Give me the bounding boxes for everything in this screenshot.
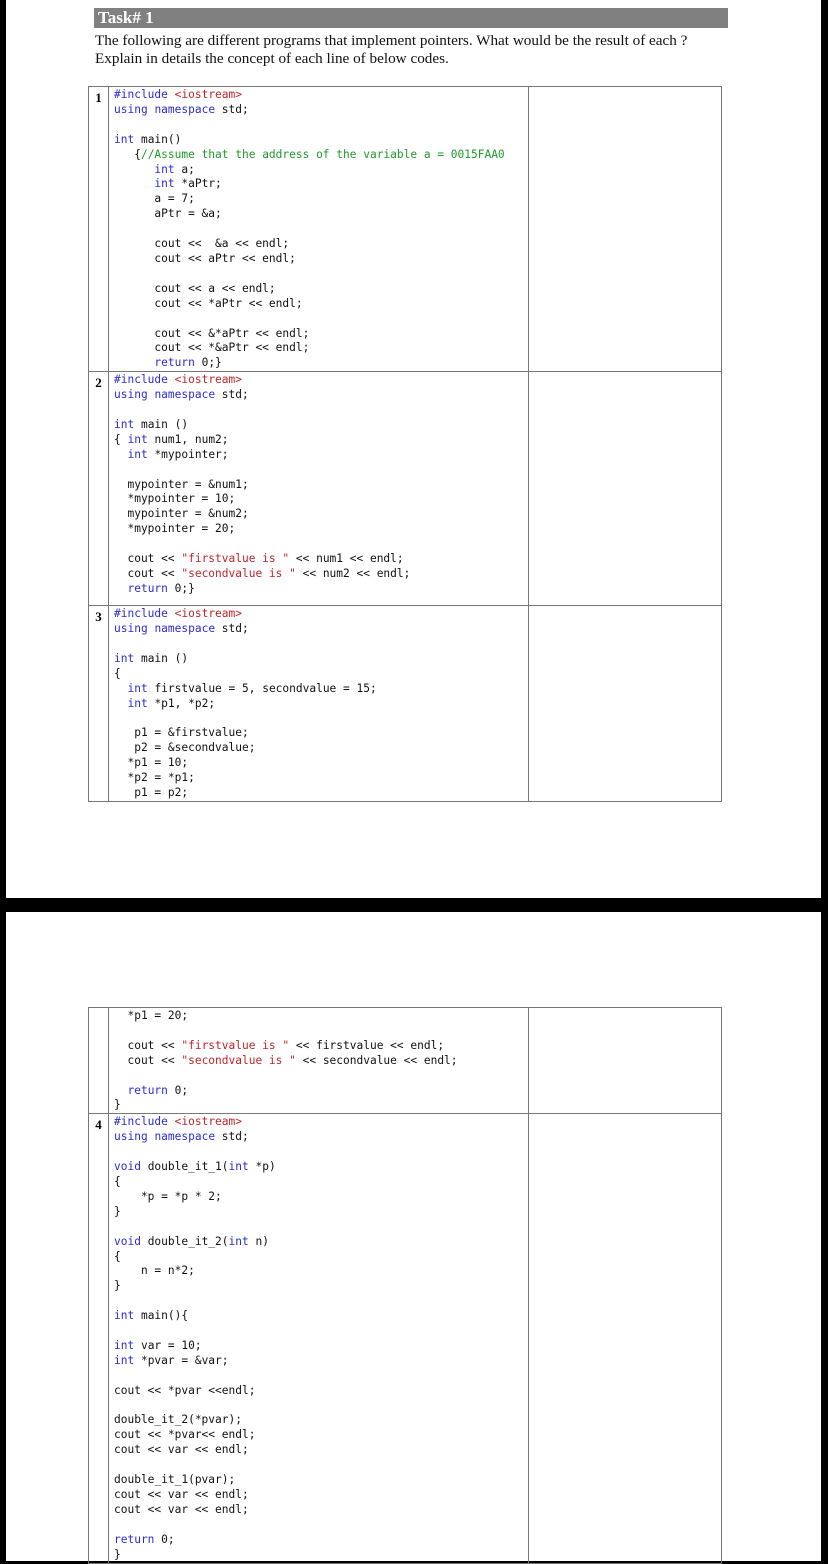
code-cell <box>109 606 529 802</box>
code-block: #include <iostream> using namespace std; void double_it_1(int *p) { *p = *p * 2; } void double_it_2(int n) { n = n*2; } int main(){ int var = 10; int *pvar = &var; cout << *pvar <<endl; double_it_2(*pvar); cout << *pvar<< endl; cout << var << endl; double_it_1(pvar); cout << var << endl; cout << var << endl; return 0; } <box>114 1115 276 1561</box>
code-block: *p1 = 20; cout << "firstvalue is " << firstvalue << endl; cout << "secondvalue is " << secondvalue << endl; return 0; } <box>114 1009 458 1112</box>
code-cell <box>109 1008 529 1114</box>
row-number: 3 <box>89 606 109 802</box>
code-cell <box>109 87 529 372</box>
code-cell <box>109 372 529 606</box>
answer-cell <box>529 372 722 606</box>
table-row <box>89 606 722 802</box>
code-table-page-1 <box>88 86 722 802</box>
task-intro: The following are different programs that implement pointers. What would be the result of each ? Explain in details the concept of each line of below codes. <box>95 32 688 67</box>
answer-cell <box>529 1114 722 1563</box>
row-number-empty <box>89 1008 109 1114</box>
answer-cell <box>529 87 722 372</box>
table-row <box>89 1114 722 1563</box>
answer-cell <box>529 1008 722 1114</box>
code-block: #include <iostream> using namespace std; int main() {//Assume that the address of the variable a = 0015FAA0 int a; int *aPtr; a = 7; aPtr = &a; cout << &a << endl; cout << aPtr << endl; cout << a << endl; cout << *aPtr << endl; cout << &*aPtr << endl; cout << *&aPtr << endl; return 0;} <box>114 88 505 370</box>
code-cell <box>109 1114 529 1563</box>
table-row <box>89 87 722 372</box>
row-number: 2 <box>89 372 109 606</box>
code-block: #include <iostream> using namespace std; int main () { int firstvalue = 5, secondvalue = 15; int *p1, *p2; p1 = &firstvalue; p2 = &secondvalue; *p1 = 10; *p2 = *p1; p1 = p2; <box>114 607 377 800</box>
code-table-page-2 <box>88 1007 722 1564</box>
task-title: Task# 1 <box>94 8 728 28</box>
row-number: 1 <box>89 87 109 372</box>
table-row <box>89 372 722 606</box>
answer-cell <box>529 606 722 802</box>
table-row <box>89 1008 722 1114</box>
code-block: #include <iostream> using namespace std; int main () { int num1, num2; int *mypointer; mypointer = &num1; *mypointer = 10; mypointer = &num2; *mypointer = 20; cout << "firstvalue is " << num1 << endl; cout << "secondvalue is " << num2 << endl; return 0;} <box>114 373 411 595</box>
row-number: 4 <box>89 1114 109 1563</box>
